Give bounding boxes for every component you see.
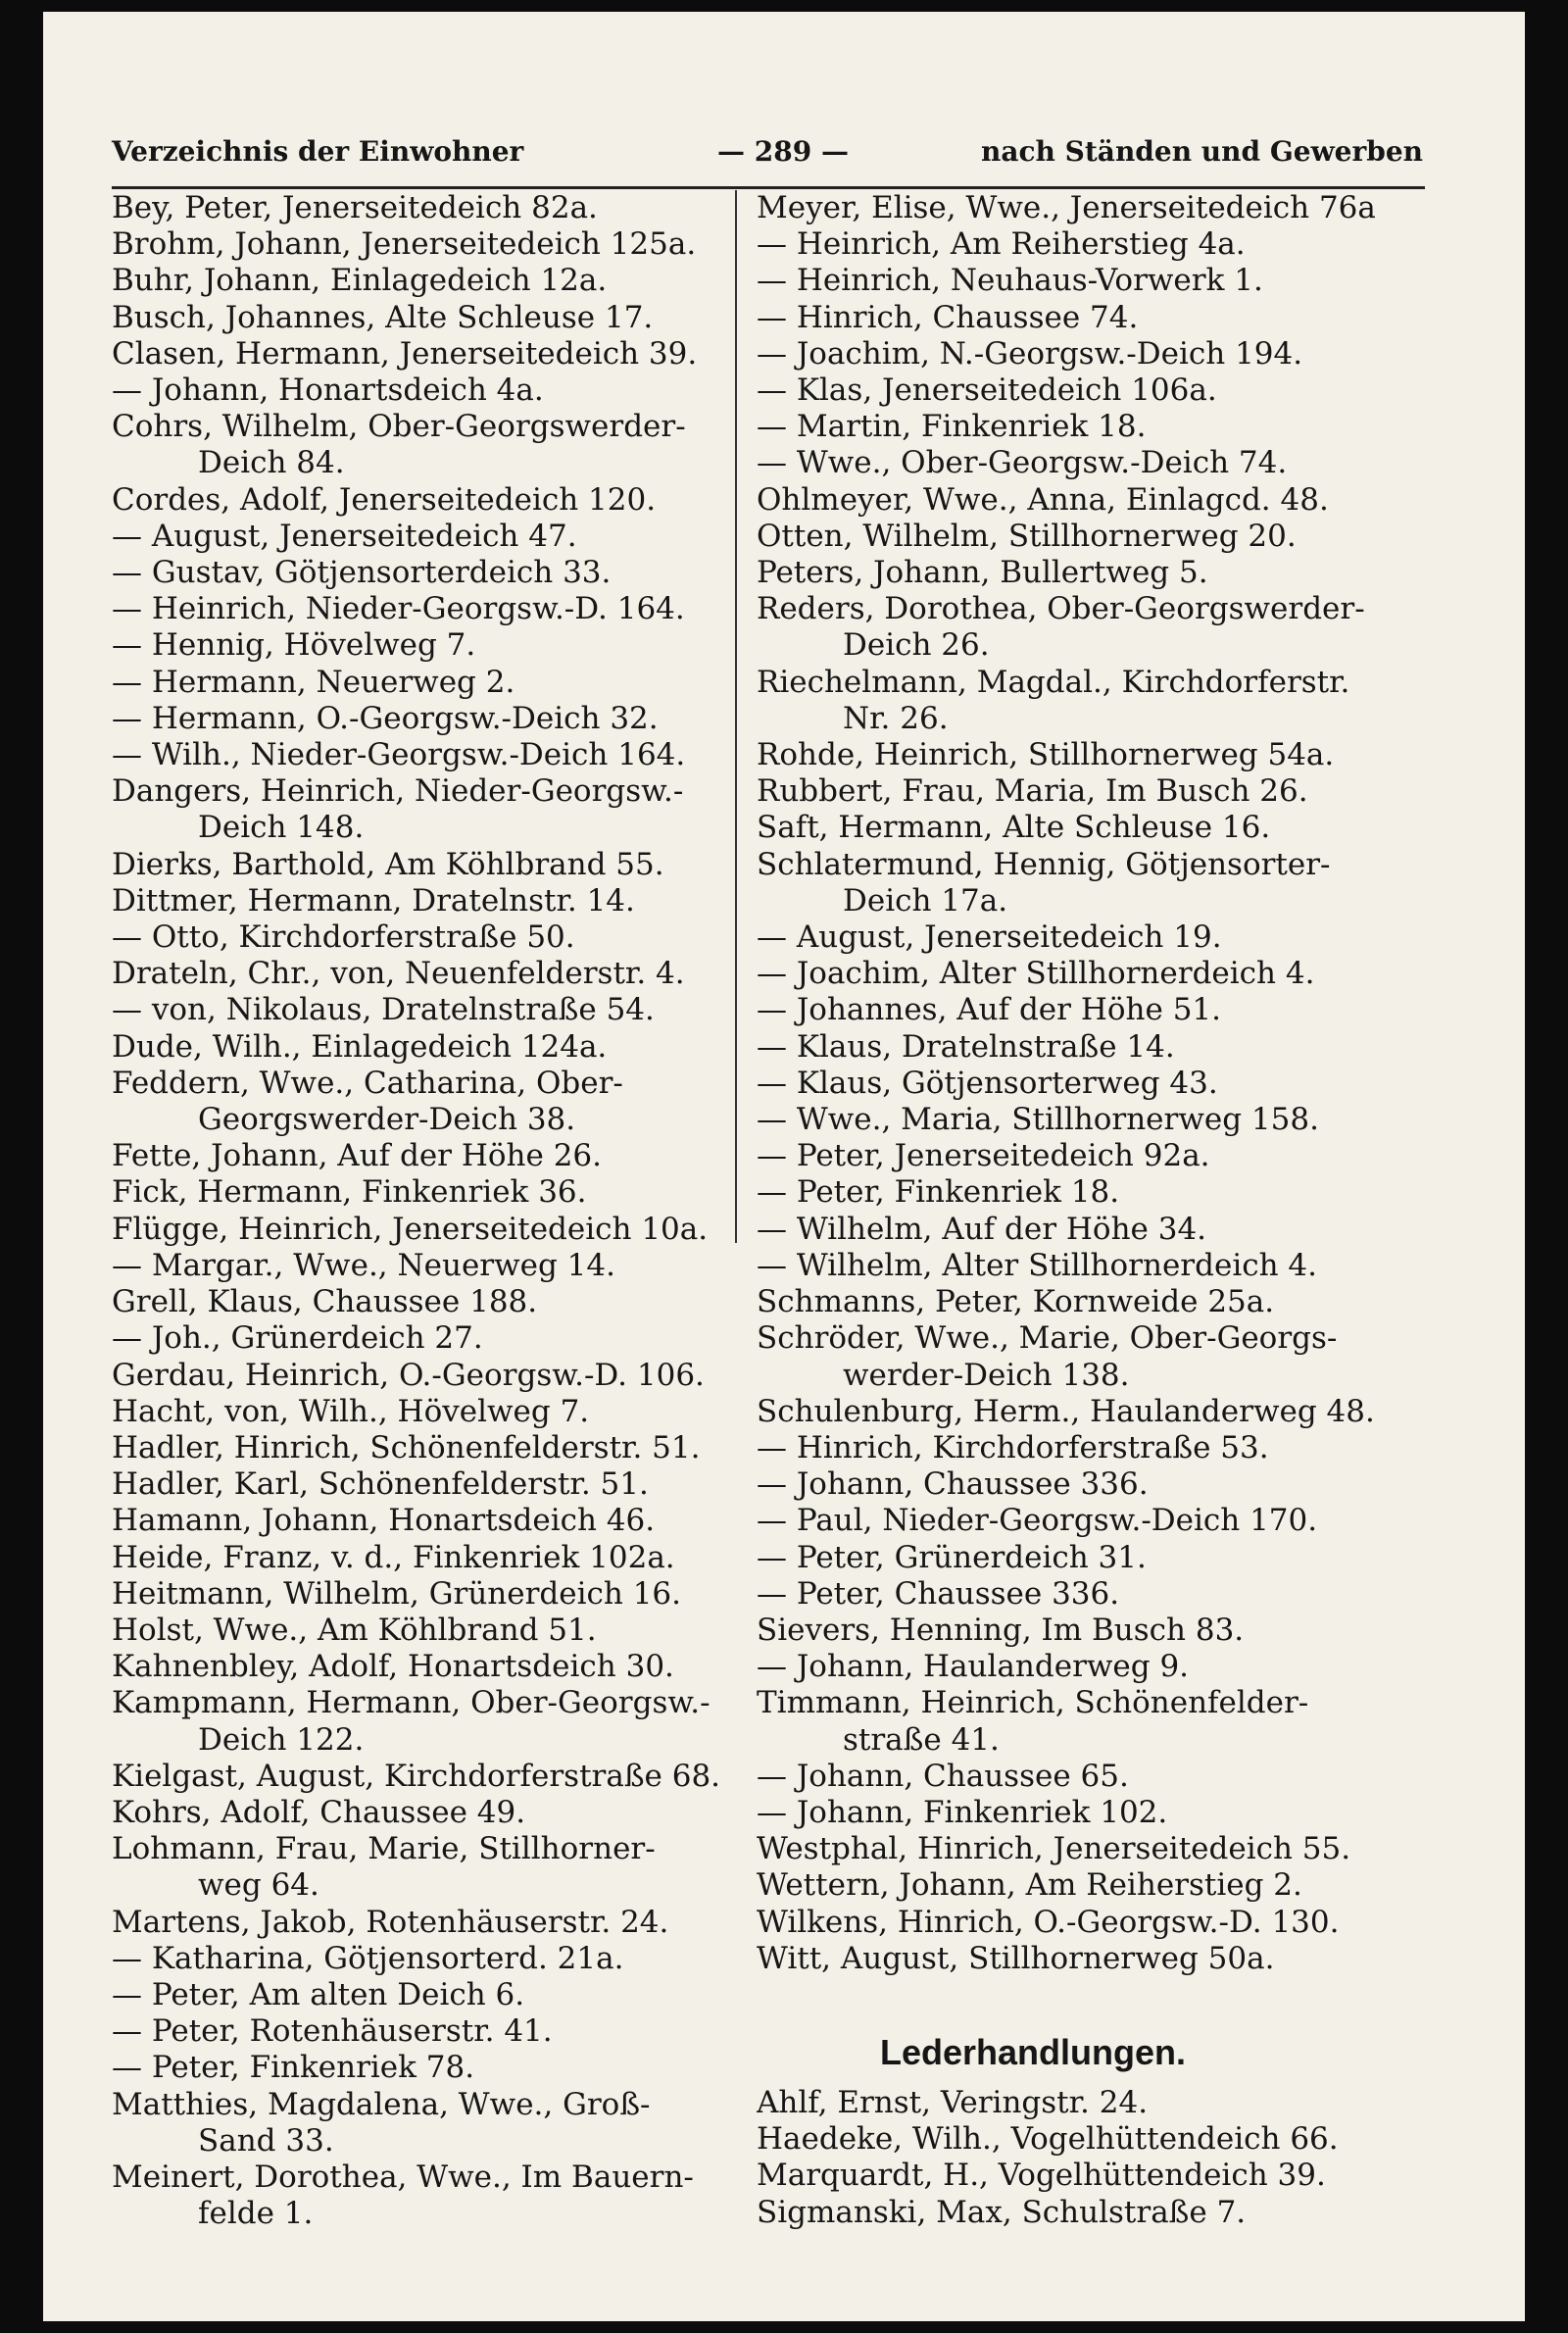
- directory-entry: Rubbert, Frau, Maria, Im Busch 26.: [757, 773, 1308, 810]
- directory-entry: Grell, Klaus, Chaussee 188.: [112, 1284, 538, 1320]
- right-column: [757, 190, 1443, 2231]
- directory-entry: — Johann, Honartsdeich 4a.: [112, 372, 544, 409]
- directory-entry: Meyer, Elise, Wwe., Jenerseitedeich 76a: [757, 190, 1376, 225]
- directory-entry: — Paul, Nieder-Georgsw.-Deich 170.: [757, 1503, 1318, 1539]
- entry-continuation: felde 1.: [198, 2196, 314, 2232]
- directory-entry: — Joachim, Alter Stillhornerdeich 4.: [757, 956, 1315, 992]
- header-rule: [112, 186, 1425, 189]
- directory-entry: — Gustav, Götjensorterdeich 33.: [112, 555, 612, 591]
- directory-entry: Heide, Franz, v. d., Finkenriek 102a.: [112, 1539, 675, 1575]
- directory-entry: Wettern, Johann, Am Reiherstieg 2.: [757, 1867, 1302, 1904]
- directory-entry: Hadler, Hinrich, Schönenfelderstr. 51.: [112, 1429, 701, 1465]
- column-divider: [735, 190, 737, 1243]
- directory-entry: — Joh., Grünerdeich 27.: [112, 1320, 483, 1357]
- entry-continuation: Deich 84.: [198, 445, 345, 481]
- directory-entry: Buhr, Johann, Einlagedeich 12a.: [112, 263, 608, 299]
- directory-entry: Clasen, Hermann, Jenerseitedeich 39.: [112, 335, 698, 372]
- directory-entry: Ahlf, Ernst, Veringstr. 24.: [757, 2084, 1149, 2120]
- directory-entry: Hamann, Johann, Honartsdeich 46.: [112, 1503, 656, 1539]
- entry-continuation: Deich 148.: [198, 810, 365, 846]
- directory-entry: Saft, Hermann, Alte Schleuse 16.: [757, 810, 1271, 846]
- directory-entry: — Johann, Haulanderweg 9.: [757, 1649, 1190, 1685]
- directory-entry: — Wwe., Maria, Stillhornerweg 158.: [757, 1102, 1319, 1138]
- directory-entry: — Hermann, Neuerweg 2.: [112, 664, 515, 700]
- directory-entry: — Wilhelm, Alter Stillhornerdeich 4.: [757, 1247, 1317, 1283]
- directory-entry: Matthies, Magdalena, Wwe., Groß-: [112, 2086, 651, 2122]
- directory-entry: Sievers, Henning, Im Busch 83.: [757, 1612, 1245, 1648]
- directory-entry: — Johann, Finkenriek 102.: [757, 1794, 1168, 1830]
- directory-entry: Fette, Johann, Auf der Höhe 26.: [112, 1138, 603, 1174]
- directory-entry: Otten, Wilhelm, Stillhornerweg 20.: [757, 518, 1297, 554]
- directory-entry: — Hinrich, Chaussee 74.: [757, 299, 1139, 335]
- directory-entry: Hacht, von, Wilh., Hövelweg 7.: [112, 1393, 590, 1429]
- directory-entry: Feddern, Wwe., Catharina, Ober-: [112, 1065, 623, 1101]
- directory-entry: Kahnenbley, Adolf, Honartsdeich 30.: [112, 1649, 674, 1685]
- header-left-title: Verzeichnis der Einwohner: [112, 135, 524, 168]
- directory-entry: — Peter, Finkenriek 78.: [112, 2050, 475, 2086]
- directory-entry: Brohm, Johann, Jenerseitedeich 125a.: [112, 226, 697, 263]
- entry-continuation: Deich 26.: [843, 627, 990, 664]
- directory-entry: — Klaus, Götjensorterweg 43.: [757, 1065, 1218, 1101]
- directory-entry: Kohrs, Adolf, Chaussee 49.: [112, 1794, 526, 1830]
- directory-entry: Timmann, Heinrich, Schönenfelder-: [757, 1685, 1309, 1721]
- directory-entry: Holst, Wwe., Am Köhlbrand 51.: [112, 1612, 597, 1648]
- directory-entry: — Johannes, Auf der Höhe 51.: [757, 992, 1221, 1028]
- directory-entry: Schmanns, Peter, Kornweide 25a.: [757, 1284, 1275, 1320]
- directory-entry: Dittmer, Hermann, Dratelnstr. 14.: [112, 882, 635, 918]
- directory-entry: — Katharina, Götjensorterd. 21a.: [112, 1940, 624, 1976]
- directory-entry: Reders, Dorothea, Ober-Georgswerder-: [757, 591, 1365, 627]
- directory-entry: Cordes, Adolf, Jenerseitedeich 120.: [112, 481, 657, 518]
- directory-entry: — Wilhelm, Auf der Höhe 34.: [757, 1211, 1207, 1247]
- directory-entry: Kampmann, Hermann, Ober-Georgsw.-: [112, 1685, 710, 1721]
- directory-entry: Lohmann, Frau, Marie, Stillhorner-: [112, 1831, 656, 1867]
- directory-entry: Heitmann, Wilhelm, Grünerdeich 16.: [112, 1575, 682, 1612]
- section-spacer: [757, 1977, 1443, 2020]
- entry-continuation: werder-Deich 138.: [843, 1357, 1130, 1393]
- left-column: [112, 190, 725, 2232]
- directory-entry: — Peter, Chaussee 336.: [757, 1575, 1120, 1612]
- directory-entry: Rohde, Heinrich, Stillhornerweg 54a.: [757, 737, 1335, 773]
- directory-entry: — Otto, Kirchdorferstraße 50.: [112, 919, 575, 956]
- directory-entry: — Heinrich, Nieder-Georgsw.-D. 164.: [112, 591, 685, 627]
- directory-entry: Martens, Jakob, Rotenhäuserstr. 24.: [112, 1904, 669, 1940]
- directory-entry: — Heinrich, Am Reiherstieg 4a.: [757, 226, 1246, 263]
- directory-entry: — Peter, Am alten Deich 6.: [112, 1976, 525, 2012]
- directory-entry: — Wilh., Nieder-Georgsw.-Deich 164.: [112, 737, 686, 773]
- directory-entry: — Margar., Wwe., Neuerweg 14.: [112, 1247, 615, 1283]
- directory-entry: Busch, Johannes, Alte Schleuse 17.: [112, 299, 654, 335]
- directory-entry: Riechelmann, Magdal., Kirchdorferstr.: [757, 664, 1350, 700]
- directory-entry: Schröder, Wwe., Marie, Ober-Georgs-: [757, 1320, 1338, 1357]
- directory-entry: — Peter, Finkenriek 18.: [757, 1174, 1120, 1211]
- entry-continuation: Deich 17a.: [843, 882, 1008, 918]
- directory-entry: Kielgast, August, Kirchdorferstraße 68.: [112, 1758, 721, 1794]
- directory-entry: — Peter, Rotenhäuserstr. 41.: [112, 2013, 553, 2050]
- directory-entry: Bey, Peter, Jenerseitedeich 82a.: [112, 190, 598, 225]
- directory-entry: Ohlmeyer, Wwe., Anna, Einlagcd. 48.: [757, 481, 1329, 518]
- directory-entry: Meinert, Dorothea, Wwe., Im Bauern-: [112, 2159, 694, 2195]
- directory-entry: — Joachim, N.-Georgsw.-Deich 194.: [757, 335, 1303, 372]
- directory-entry: Schulenburg, Herm., Haulanderweg 48.: [757, 1393, 1375, 1429]
- page-number: — 289 —: [717, 135, 849, 168]
- header-right-title: nach Ständen und Gewerben: [981, 135, 1423, 168]
- directory-entry: Wilkens, Hinrich, O.-Georgsw.-D. 130.: [757, 1904, 1340, 1940]
- directory-entry: Hadler, Karl, Schönenfelderstr. 51.: [112, 1466, 649, 1503]
- directory-entry: — Johann, Chaussee 65.: [757, 1758, 1129, 1794]
- directory-entry: — von, Nikolaus, Dratelnstraße 54.: [112, 992, 655, 1028]
- directory-entry: — Klaus, Dratelnstraße 14.: [757, 1028, 1175, 1065]
- directory-entry: Dierks, Barthold, Am Köhlbrand 55.: [112, 846, 664, 882]
- running-header: [112, 127, 1423, 186]
- directory-entry: Dude, Wilh., Einlagedeich 124a.: [112, 1028, 608, 1065]
- directory-entry: — Heinrich, Neuhaus-Vorwerk 1.: [757, 263, 1263, 299]
- directory-entry: — Peter, Grünerdeich 31.: [757, 1539, 1147, 1575]
- directory-entry: Peters, Johann, Bullertweg 5.: [757, 555, 1208, 591]
- directory-entry: Drateln, Chr., von, Neuenfelderstr. 4.: [112, 956, 685, 992]
- directory-entry: Marquardt, H., Vogelhüttendeich 39.: [757, 2158, 1326, 2194]
- directory-entry: Cohrs, Wilhelm, Ober-Georgswerder-: [112, 409, 686, 445]
- directory-entry: Sigmanski, Max, Schulstraße 7.: [757, 2194, 1247, 2230]
- directory-entry: — August, Jenerseitedeich 19.: [757, 919, 1222, 956]
- directory-entry: — August, Jenerseitedeich 47.: [112, 518, 577, 554]
- directory-entry: — Hennig, Hövelweg 7.: [112, 627, 476, 664]
- directory-entry: — Peter, Jenerseitedeich 92a.: [757, 1138, 1210, 1174]
- entry-continuation: Nr. 26.: [843, 700, 949, 736]
- directory-entry: — Hinrich, Kirchdorferstraße 53.: [757, 1429, 1269, 1465]
- section-heading: Lederhandlungen.: [880, 2031, 1187, 2072]
- directory-entry: Haedeke, Wilh., Vogelhüttendeich 66.: [757, 2121, 1339, 2158]
- directory-entry: Schlatermund, Hennig, Götjensorter-: [757, 846, 1331, 882]
- entry-continuation: weg 64.: [198, 1867, 319, 1904]
- directory-entry: Westphal, Hinrich, Jenerseitedeich 55.: [757, 1831, 1351, 1867]
- directory-entry: — Martin, Finkenriek 18.: [757, 409, 1147, 445]
- directory-entry: — Hermann, O.-Georgsw.-Deich 32.: [112, 700, 659, 736]
- directory-entry: — Klas, Jenerseitedeich 106a.: [757, 372, 1217, 409]
- entry-continuation: Georgswerder-Deich 38.: [198, 1102, 576, 1138]
- entry-continuation: Sand 33.: [198, 2122, 334, 2159]
- directory-entry: Flügge, Heinrich, Jenerseitedeich 10a.: [112, 1211, 709, 1247]
- directory-entry: Witt, August, Stillhornerweg 50a.: [757, 1940, 1275, 1976]
- directory-entry: — Johann, Chaussee 336.: [757, 1466, 1149, 1503]
- entry-continuation: straße 41.: [843, 1721, 1000, 1758]
- directory-entry: Gerdau, Heinrich, O.-Georgsw.-D. 106.: [112, 1357, 705, 1393]
- directory-entry: Dangers, Heinrich, Nieder-Georgsw.-: [112, 773, 684, 810]
- directory-entry: — Wwe., Ober-Georgsw.-Deich 74.: [757, 445, 1288, 481]
- directory-entry: Fick, Hermann, Finkenriek 36.: [112, 1174, 587, 1211]
- page: [43, 12, 1525, 2321]
- entry-continuation: Deich 122.: [198, 1721, 365, 1758]
